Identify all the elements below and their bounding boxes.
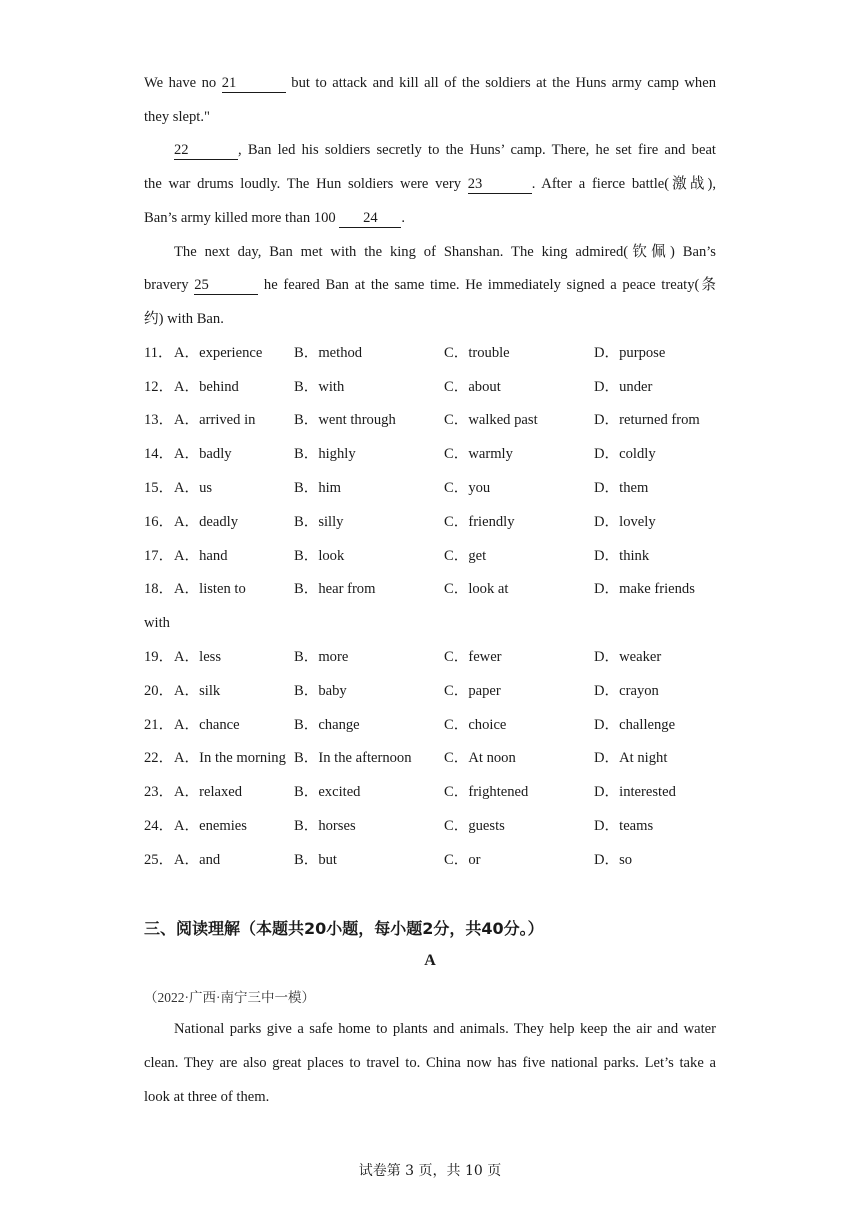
option-d: D．teams — [594, 818, 654, 834]
source-note: （2022·广西·南宁三中一模） — [144, 990, 315, 1005]
option-a: A．arrived in — [174, 412, 256, 428]
option-c: C．walked past — [444, 412, 538, 428]
passage-text: , Ban led his soldiers secretly to the Huns’ camp. There, he set fire and beat — [238, 142, 716, 158]
passage-text: the war drums loudly. The Hun soldiers were very — [144, 176, 462, 192]
option-d: D．weaker — [594, 649, 662, 665]
option-c: C．paper — [444, 683, 501, 699]
question-number: 15． — [144, 480, 174, 496]
option-c: C．At noon — [444, 750, 516, 766]
option-a: A．relaxed — [174, 784, 243, 800]
blank-21: 21 — [222, 75, 286, 93]
question-number: 19． — [144, 649, 174, 665]
option-c: C．guests — [444, 818, 505, 834]
passage-line-5 — [144, 208, 716, 228]
reading-line-3: look at three of them. — [144, 1089, 270, 1105]
option-d: D．crayon — [594, 683, 659, 699]
option-b: B．but — [294, 852, 337, 868]
passage-line-7 — [144, 275, 716, 295]
option-a: A．behind — [174, 379, 239, 395]
option-a: A．chance — [174, 717, 240, 733]
page-footer: 试卷第 3 页，共 10 页 — [358, 1163, 502, 1179]
passage-text: The next day, Ban met with the king of Shanshan. The king admired(钦佩) Ban’s — [174, 244, 716, 260]
option-a: A．less — [174, 649, 222, 665]
question-number: 17． — [144, 548, 174, 564]
option-b: B．him — [294, 480, 342, 496]
option-a: A．In the morning — [174, 750, 286, 766]
option-a: A．hand — [174, 548, 228, 564]
option-b: B．highly — [294, 446, 356, 462]
option-c: C．choice — [444, 717, 507, 733]
option-b: B．more — [294, 649, 349, 665]
option-b: B．look — [294, 548, 345, 564]
option-d: D．think — [594, 548, 650, 564]
option-b: B．change — [294, 717, 360, 733]
option-a: A．listen to — [174, 581, 246, 597]
passage-text: Ban’s army killed more than 100 — [144, 210, 336, 226]
blank-24: 24 — [339, 210, 401, 228]
part-title: A — [424, 952, 436, 969]
option-a: A．silk — [174, 683, 221, 699]
option-b: B．silly — [294, 514, 344, 530]
question-number: 14． — [144, 446, 174, 462]
option-a: A．deadly — [174, 514, 239, 530]
option-b: B．In the afternoon — [294, 750, 412, 766]
option-d: D．purpose — [594, 345, 666, 361]
passage-line-3 — [144, 140, 716, 160]
option-b: B．method — [294, 345, 363, 361]
option-a: A．experience — [174, 345, 263, 361]
section-title: 三、阅读理解（本题共20小题，每小题2分，共40分。） — [144, 919, 544, 938]
passage-text: he feared Ban at the same time. He immediately signed a peace treaty(条 — [263, 277, 716, 293]
question-number: 20． — [144, 683, 174, 699]
option-c: C．or — [444, 852, 481, 868]
question-number: 13． — [144, 412, 174, 428]
passage-text: bravery — [144, 277, 189, 293]
option-c: C．friendly — [444, 514, 515, 530]
question-number: 12． — [144, 379, 174, 395]
option-b: B．with — [294, 379, 345, 395]
option-d: D．so — [594, 852, 633, 868]
passage-line-4 — [144, 174, 716, 194]
option-a: A．badly — [174, 446, 232, 462]
question-number: 21． — [144, 717, 174, 733]
option-c: C．fewer — [444, 649, 502, 665]
passage-text: but to attack and kill all of the soldiers at the Huns army camp when — [291, 75, 717, 91]
reading-line-2: clean. They are also great places to travel to. China now has five national parks. Let’s take a — [144, 1055, 716, 1071]
option-d: D．At night — [594, 750, 668, 766]
blank-22: 22 — [174, 142, 238, 160]
option-c: C．warmly — [444, 446, 513, 462]
option-d: D．interested — [594, 784, 676, 800]
reading-text: National parks give a safe home to plants and animals. They help keep the air and water — [174, 1021, 716, 1037]
passage-text: We have no — [144, 75, 217, 91]
option-b: B．horses — [294, 818, 356, 834]
question-number: 18． — [144, 581, 174, 597]
question-number: 25． — [144, 852, 174, 868]
option-b: B．baby — [294, 683, 347, 699]
option-c: C．you — [444, 480, 491, 496]
option-c: C．trouble — [444, 345, 510, 361]
question-number: 16． — [144, 514, 174, 530]
option-d: D．make friends — [594, 581, 695, 597]
blank-25: 25 — [194, 277, 258, 295]
passage-line-6 — [144, 242, 716, 262]
option-b: B．hear from — [294, 581, 376, 597]
reading-line-1 — [144, 1019, 716, 1039]
option-b: B．excited — [294, 784, 361, 800]
question-number: 22． — [144, 750, 174, 766]
option-a: A．enemies — [174, 818, 247, 834]
question-number: 11． — [144, 345, 173, 361]
passage-line-1 — [144, 73, 716, 93]
option-d: D．under — [594, 379, 653, 395]
option-d: D．returned from — [594, 412, 700, 428]
option-d: D．coldly — [594, 446, 656, 462]
option-c: C．get — [444, 548, 487, 564]
option-a: A．us — [174, 480, 213, 496]
question-number: 24． — [144, 818, 174, 834]
option-c: C．frightened — [444, 784, 529, 800]
question-number: 23． — [144, 784, 174, 800]
option-d: D．them — [594, 480, 649, 496]
passage-line-8: 约) with Ban. — [144, 311, 224, 327]
option-d: D．challenge — [594, 717, 676, 733]
option-d: D．lovely — [594, 514, 656, 530]
option-c: C．about — [444, 379, 501, 395]
passage-text: . — [401, 210, 406, 226]
passage-line-2: they slept." — [144, 109, 210, 125]
option-c: C．look at — [444, 581, 509, 597]
blank-23: 23 — [468, 176, 532, 194]
option-a: A．and — [174, 852, 221, 868]
passage-text: . After a fierce battle(激战), — [531, 176, 716, 192]
option-b: B．went through — [294, 412, 396, 428]
option-d-wrap: with — [144, 615, 170, 631]
